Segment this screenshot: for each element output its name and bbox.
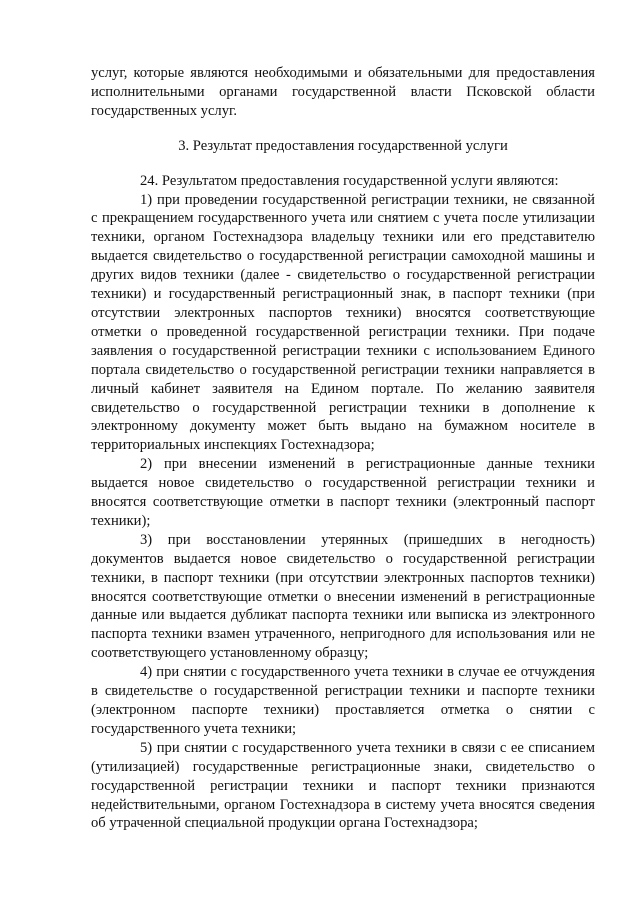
list-item-3: 3) при восстановлении утерянных (пришедших в негодность) документов выдается новое свидетельство о государственной регистрации техники, в паспорт техники (при отсутствии электронных паспортов техники) вносятся соответствующие отметки о внесении изменений в регистрационные данные или выдается дубликат паспорта техники или выписка из электронного паспорта техники взамен утраченного, непригодного для использования или не соответствующего установленному образцу;	[91, 531, 595, 662]
document-page	[91, 64, 595, 833]
lead-paragraph: 24. Результатом предоставления государственной услуги являются:	[140, 172, 559, 189]
list-item-1: 1) при проведении государственной регистрации техники, не связанной с прекращением государственного учета или снятием с учета после утилизации техники, органом Гостехнадзора владельцу техники или его представителю выдается свидетельство о государственной регистрации самоходной машины и других видов техники (далее - свидетельство о государственной регистрации техники) и государственный регистрационный знак, в паспорт техники (при отсутствии электронных паспортов техники) вносятся соответствующие отметки о проведенной государственной регистрации техники. При подаче заявления о государственной регистрации техники с использованием Единого портала свидетельство о государственной регистрации техники направляется в личный кабинет заявителя на Едином портале. По желанию заявителя свидетельство о государственной регистрации техники в дополнение к электронному документу может быть выдано на бумажном носителе в территориальных инспекциях Гостехнадзора;	[91, 191, 595, 454]
list-item-4: 4) при снятии с государственного учета техники в случае ее отчуждения в свидетельстве о государственной регистрации техники и паспорте техники (электронном паспорте техники) проставляется отметка о снятии с государственного учета техники;	[91, 664, 595, 737]
section-heading: 3. Результат предоставления государственной услуги	[178, 137, 508, 154]
intro-paragraph: услуг, которые являются необходимыми и обязательными для предоставления исполнительными органами государственной власти Псковской области государственных услуг.	[91, 65, 595, 119]
list-item-5: 5) при снятии с государственного учета техники в связи с ее списанием (утилизацией) государственные регистрационные знаки, свидетельство о государственной регистрации техники и паспорт техники признаются недействительными, органом Гостехнадзора в систему учета вносятся сведения об утраченной специальной продукции органа Гостехнадзора;	[91, 739, 595, 832]
list-item-2: 2) при внесении изменений в регистрационные данные техники выдается новое свидетельство о государственной регистрации техники и вносятся соответствующие отметки в паспорт техники (электронный паспорт техники);	[91, 456, 595, 529]
